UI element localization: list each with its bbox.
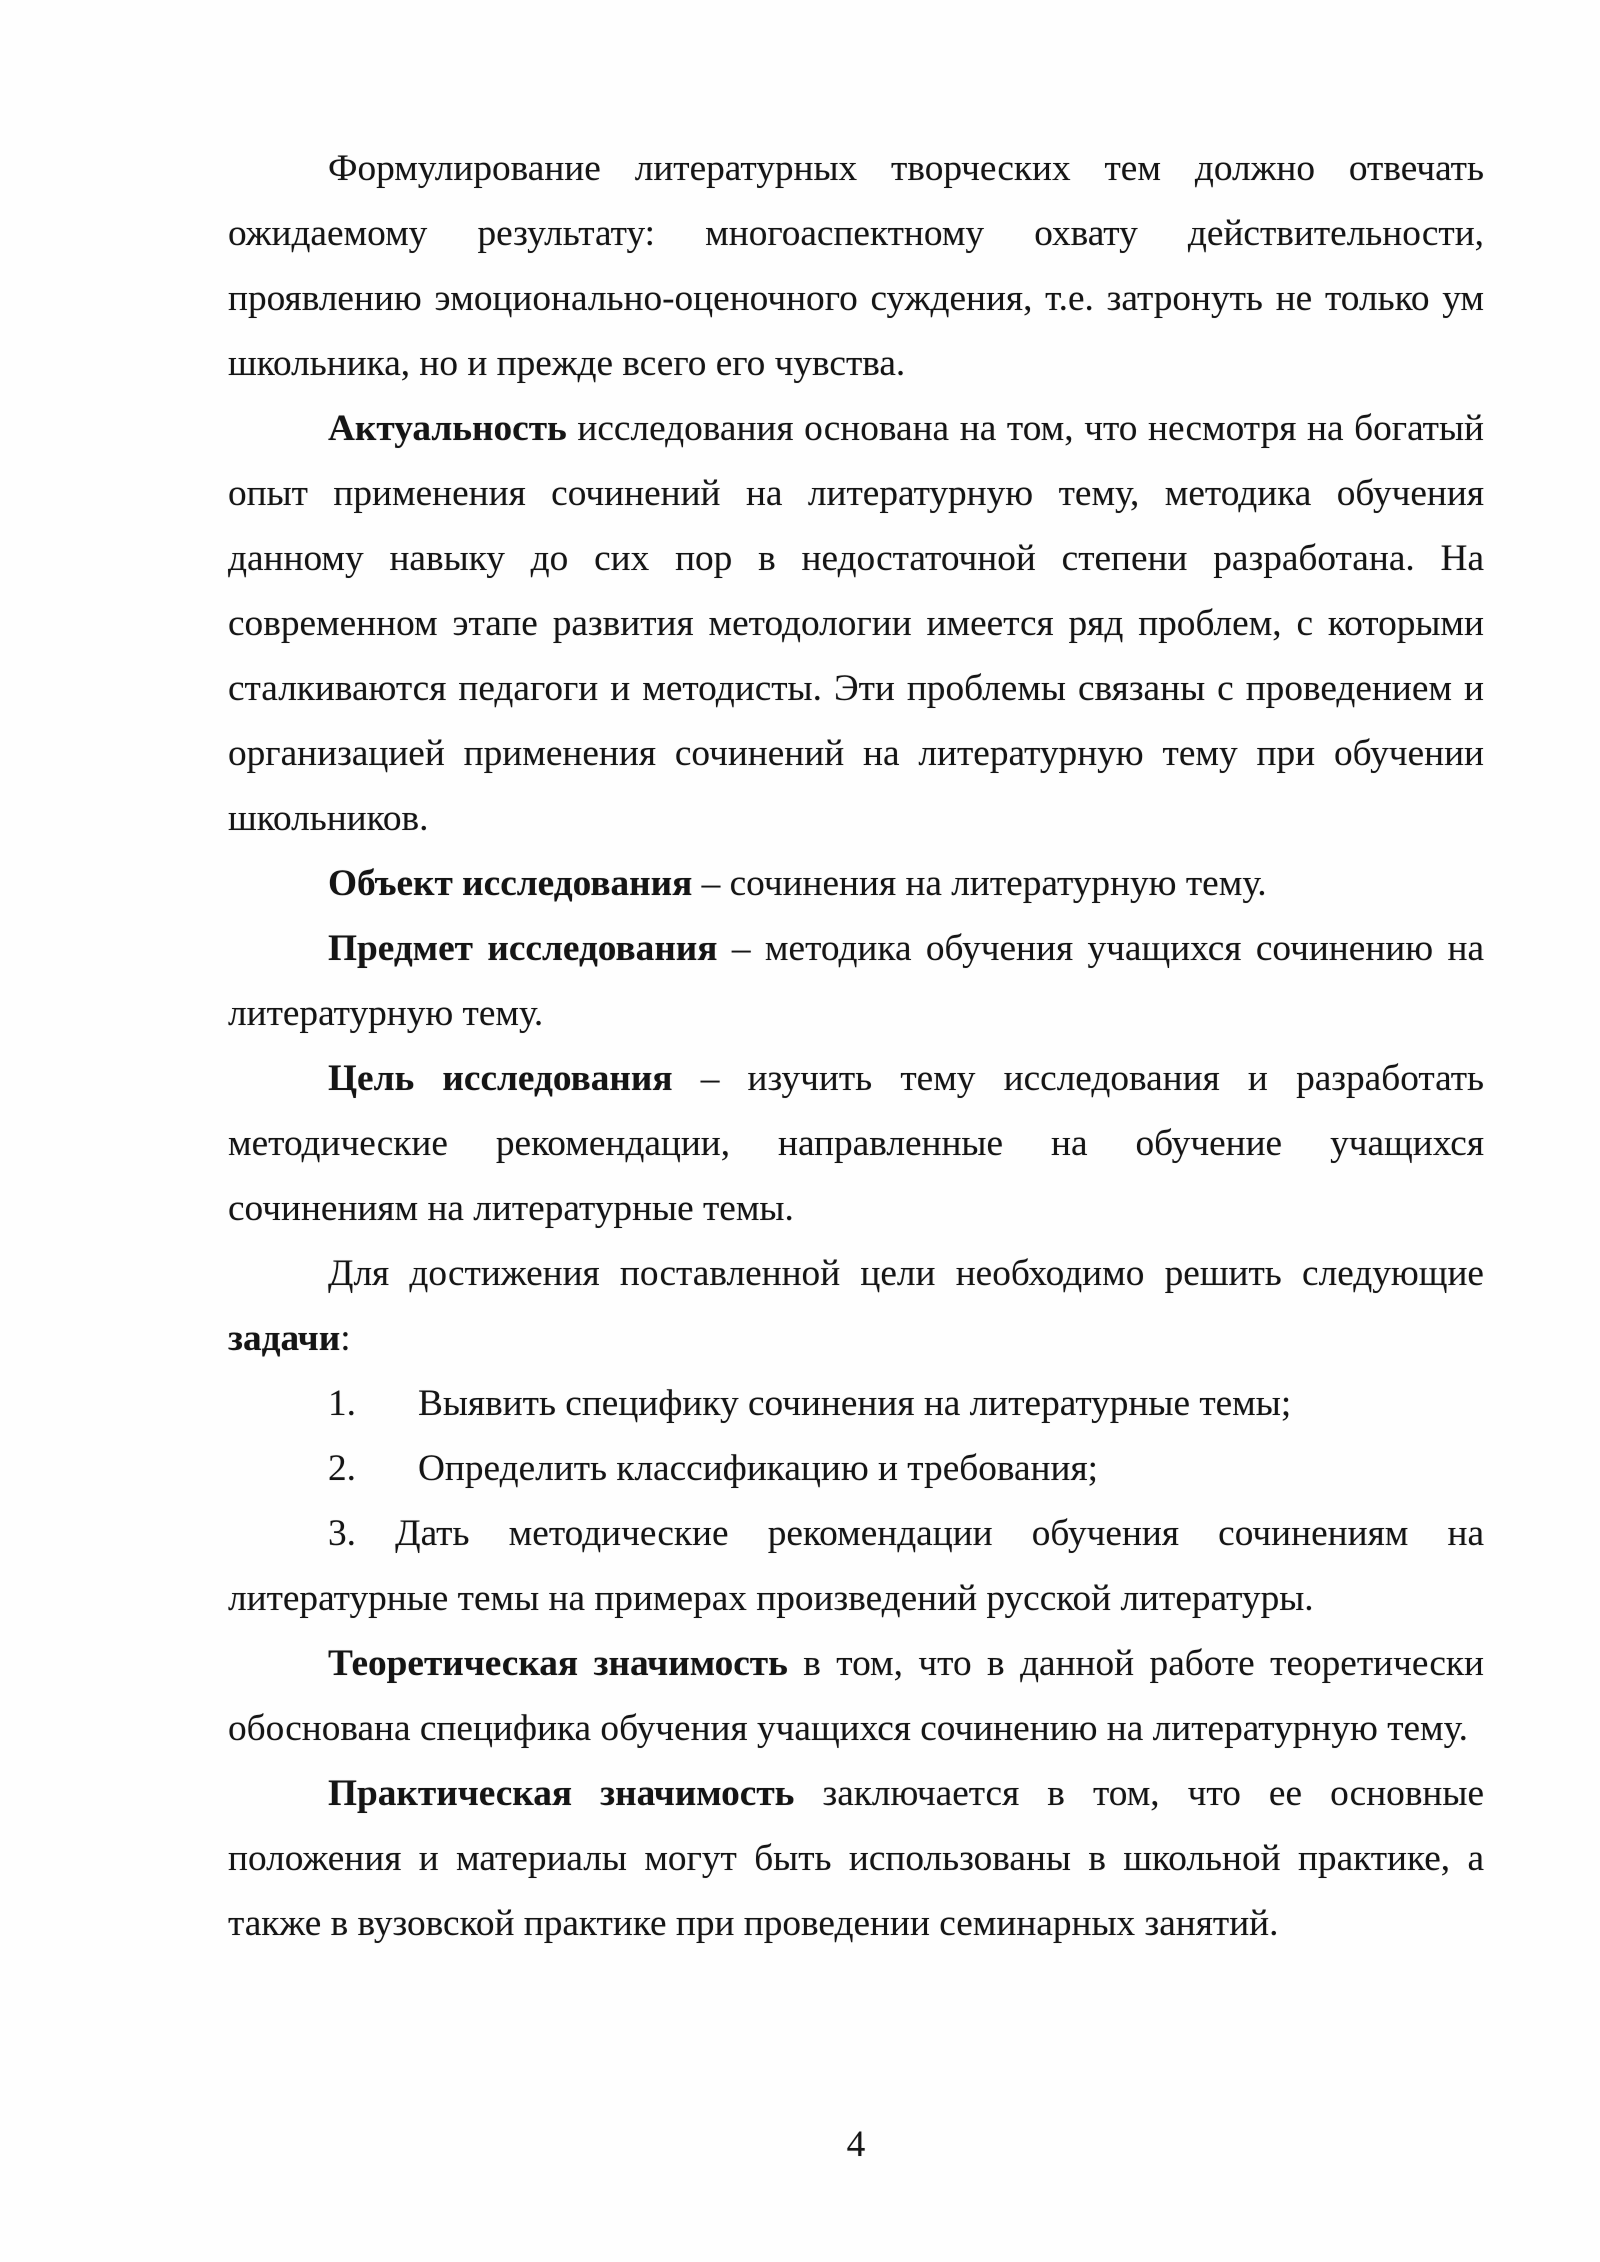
run-bold: Объект исследования	[328, 863, 693, 904]
run-text: Формулирование литературных творческих тем должно отвечать ожидаемому результату: многоаспектному охвату действительности, проявлению эмоционально-оценочного суждения, т.е. затронуть не только ум школьника, но и прежде всего его чувства.	[228, 148, 1484, 384]
run-bold: задачи	[228, 1318, 341, 1359]
task-item-3	[228, 1501, 1484, 1631]
task-number: 2.	[328, 1448, 356, 1489]
paragraph-practical	[228, 1761, 1484, 1956]
task-text: Дать методические рекомендации обучения сочинениям на литературные темы на примерах произведений русской литературы.	[228, 1513, 1485, 1619]
paragraph-subject	[228, 916, 1484, 1046]
paragraph-theoretical	[228, 1631, 1484, 1761]
page-text	[228, 136, 1484, 1956]
paragraph-object	[228, 851, 1484, 916]
run-bold: Предмет исследования	[328, 928, 718, 969]
run-bold: Актуальность	[328, 408, 567, 449]
task-text: Выявить специфику сочинения на литературные темы;	[417, 1383, 1292, 1424]
run-text: исследования основана на том, что несмотря на богатый опыт применения сочинений на литературную тему, методика обучения данному навыку до сих пор в недостаточной степени разработана. На современном этапе развития методологии имеется ряд проблем, с которыми сталкиваются педагоги и методисты. Эти проблемы связаны с проведением и организацией применения сочинений на литературную тему при обучении школьников.	[228, 408, 1484, 839]
run-bold: Цель исследования	[328, 1058, 673, 1099]
run-text: в том, что в данной работе теоретически обоснована специфика обучения учащихся сочинению на литературную тему.	[228, 1643, 1484, 1749]
paragraph-intro	[228, 136, 1484, 396]
page-number: 4	[846, 2124, 866, 2165]
run-text: – изучить тему исследования и разработать методические рекомендации, направленные на обучение учащихся сочинениям на литературные темы.	[228, 1058, 1485, 1229]
paragraph-tasks-lead	[228, 1241, 1484, 1371]
run-text: Для достижения поставленной цели необходимо решить следующие	[328, 1253, 1484, 1294]
run-text: :	[340, 1318, 351, 1359]
run-bold: Практическая значимость	[328, 1773, 795, 1814]
run-text: – сочинения на литературную тему.	[692, 863, 1267, 904]
paragraph-relevance	[228, 396, 1484, 851]
task-item-2	[228, 1436, 1484, 1501]
task-text: Определить классификацию и требования;	[417, 1448, 1098, 1489]
task-number: 3.	[328, 1513, 356, 1554]
paragraph-goal	[228, 1046, 1484, 1241]
run-text: заключается в том, что ее основные положения и материалы могут быть использованы в школьной практике, а также в вузовской практике при проведении семинарных занятий.	[228, 1773, 1484, 1944]
task-item-1	[228, 1371, 1484, 1436]
task-number: 1.	[328, 1383, 356, 1424]
run-bold: Теоретическая значимость	[328, 1643, 788, 1684]
run-text: – методика обучения учащихся сочинению на литературную тему.	[228, 928, 1485, 1034]
